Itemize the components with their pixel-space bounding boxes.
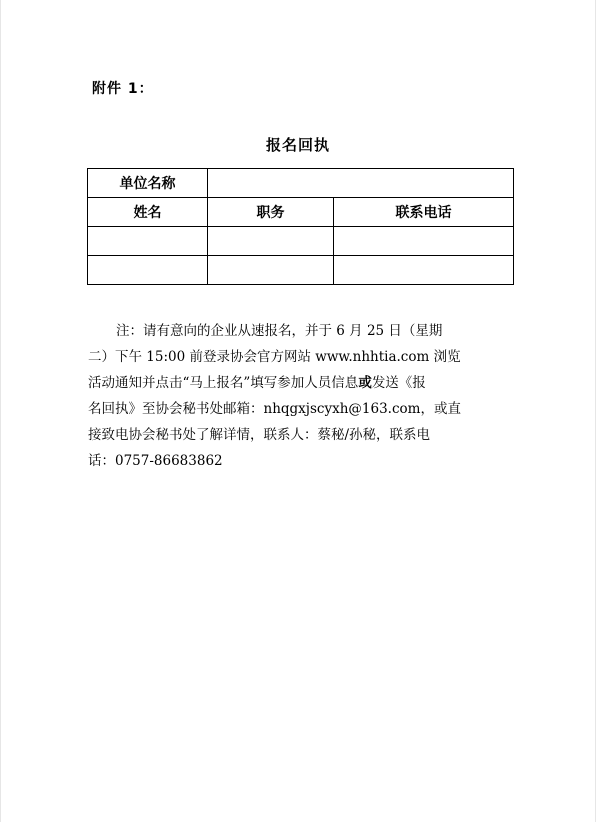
header-row: [88, 198, 514, 227]
phone-cell[interactable]: [334, 227, 514, 256]
attachment-label: 附件 1：: [92, 81, 154, 97]
note-line: [88, 318, 508, 344]
note-line: 二）下午 15:00 前登录协会官方网站 www.nhhtia.com 浏览: [88, 349, 461, 365]
note-line: [88, 370, 508, 396]
table-row: [88, 227, 514, 256]
note-emphasis: 或: [358, 375, 372, 391]
form-title: 报名回执: [265, 136, 330, 154]
note-line-text: 活动通知并点击“马上报名”填写参加人员信息: [88, 375, 359, 391]
position-cell[interactable]: [208, 256, 334, 285]
note-paragraph: [88, 318, 508, 474]
table-row: [88, 256, 514, 285]
unit-name-cell[interactable]: [208, 169, 514, 198]
note-line: 接致电协会秘书处了解详情，联系人：蔡秘/孙秘，联系电: [88, 427, 431, 443]
note-line-text: 发送《报: [371, 375, 426, 391]
unit-name-label: 单位名称: [88, 169, 208, 198]
note-line: 话：0757-86683862: [88, 453, 223, 469]
unit-row: [88, 169, 514, 198]
header-name: 姓名: [88, 198, 208, 227]
name-cell[interactable]: [88, 227, 208, 256]
registration-table: [87, 168, 514, 285]
note-line: 名回执》至协会秘书处邮箱：nhqgxjscyxh@163.com，或直: [88, 401, 461, 417]
header-position: 职务: [208, 198, 334, 227]
note-line-text: 注：请有意向的企业从速报名，并于 6 月 25 日（星期: [116, 323, 443, 339]
name-cell[interactable]: [88, 256, 208, 285]
phone-cell[interactable]: [334, 256, 514, 285]
header-phone: 联系电话: [334, 198, 514, 227]
position-cell[interactable]: [208, 227, 334, 256]
